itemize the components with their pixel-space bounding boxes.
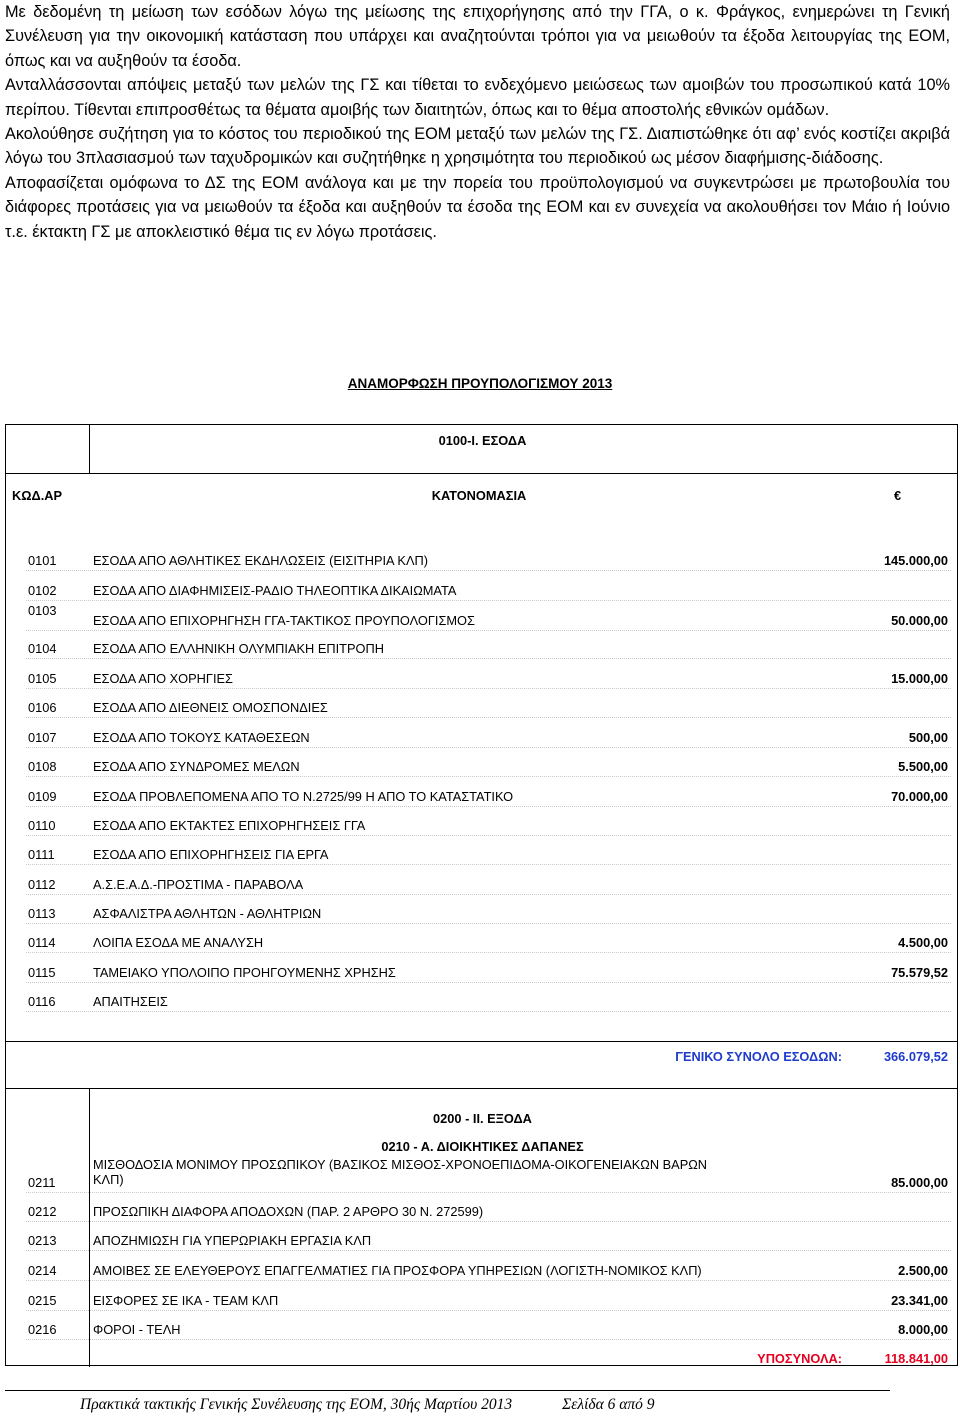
row-name: ΕΣΟΔΑ ΑΠΟ ΤΟΚΟΥΣ ΚΑΤΑΘΕΣΕΩΝ [93,730,310,745]
table-row [26,982,951,983]
row-name: ΛΟΙΠΑ ΕΣΟΔΑ ΜΕ ΑΝΑΛΥΣΗ [93,935,264,950]
budget-table [5,424,958,1366]
row-amount: 145.000,00 [883,553,948,568]
footer-page-number: Σελίδα 6 από 9 [562,1396,655,1413]
row-name: ΕΣΟΔΑ ΑΠΟ ΧΟΡΗΓΙΕΣ [93,671,233,686]
row-name: ΑΜΟΙΒΕΣ ΣΕ ΕΛΕΥΘΕΡΟΥΣ ΕΠΑΓΓΕΛΜΑΤΙΕΣ ΓΙΑ ΠΡΟΣΦΟΡΑ ΥΠΗΡΕΣΙΩΝ (ΛΟΓΙΣΤΗ-ΝΟΜΙΚΟΣ ΚΛΠ) [93,1263,702,1278]
table-row [26,747,951,748]
row-code: 0102 [28,583,57,598]
header-divider [6,473,957,474]
table-row [26,835,951,836]
table-row [26,776,951,777]
row-code: 0111 [28,847,55,862]
expenses-section-title: 0200 - ΙΙ. ΕΞΟΔΑ [433,1111,532,1126]
row-code: 0104 [28,641,57,656]
table-row [26,570,951,571]
table-row [26,923,951,924]
column-header-name: ΚΑΤΟΝΟΜΑΣΙΑ [431,488,527,503]
row-code: 0112 [28,877,56,892]
row-name-line1: ΜΙΣΘΟΔΟΣΙΑ ΜΟΝΙΜΟΥ ΠΡΟΣΩΠΙΚΟΥ (ΒΑΣΙΚΟΣ ΜΙΣΘΟΣ-ΧΡΟΝΟΕΠΙΔΟΜΑ-ΟΙΚΟΓΕΝΕΙΑΚΩΝ ΒΑΡΩΝ [93,1157,708,1172]
table-row [26,1280,951,1281]
column-header-code: ΚΩΔ.ΑΡ [12,488,63,503]
row-name: ΕΣΟΔΑ ΑΠΟ ΕΛΛΗΝΙΚΗ ΟΛΥΜΠΙΑΚΗ ΕΠΙΤΡΟΠΗ [93,641,384,656]
row-name: ΦΟΡΟΙ - ΤΕΛΗ [93,1322,181,1337]
row-amount: 85.000,00 [891,1175,948,1190]
column-header-currency: € [894,488,902,503]
row-code: 0110 [28,818,56,833]
row-code: 0115 [28,965,56,980]
row-name: ΕΣΟΔΑ ΠΡΟΒΛΕΠΟΜΕΝΑ ΑΠΟ ΤΟ Ν.2725/99 Η ΑΠΟ ΤΟ ΚΑΤΑΣΤΑΤΙΚΟ [93,789,514,804]
row-name: ΕΣΟΔΑ ΑΠΟ ΣΥΝΔΡΟΜΕΣ ΜΕΛΩΝ [93,759,300,774]
row-name: ΕΙΣΦΟΡΕΣ ΣΕ ΙΚΑ - ΤΕΑΜ ΚΛΠ [93,1293,279,1308]
footer-rule [5,1390,890,1391]
table-row [26,688,951,689]
row-code: 0106 [28,700,57,715]
expenses-subtotal-label: ΥΠΟΣΥΝΟΛΑ: [757,1351,842,1366]
page-footer [80,1396,655,1414]
table-row [26,864,951,865]
row-name: ΕΣΟΔΑ ΑΠΟ ΔΙΑΦΗΜΙΣΕΙΣ-ΡΑΔΙΟ ΤΗΛΕΟΠΤΙΚΑ ΔΙΚΑΙΩΜΑΤΑ [93,583,457,598]
table-row [26,658,951,659]
row-amount: 500,00 [908,730,948,745]
row-amount: 15.000,00 [891,671,948,686]
income-total-divider [6,1088,957,1089]
table-row [26,600,951,601]
row-name: ΕΣΟΔΑ ΑΠΟ ΔΙΕΘΝΕΙΣ ΟΜΟΣΠΟΝΔΙΕΣ [93,700,328,715]
row-amount: 5.500,00 [898,759,948,774]
table-row [26,952,951,953]
income-total-value: 366.079,52 [883,1049,948,1064]
table-row [26,717,951,718]
expenses-subtotal-value: 118.841,00 [884,1351,948,1366]
row-code: 0216 [28,1322,57,1337]
row-code: 0113 [28,906,56,921]
budget-title: ΑΝΑΜΟΡΦΩΣΗ ΠΡΟΥΠΟΛΟΓΙΣΜΟΥ 2013 [347,376,613,391]
row-code: 0212 [28,1204,57,1219]
paragraph-salary-discussion: Ανταλλάσσονται απόψεις μεταξύ των μελών της ΓΣ και τίθεται το ενδεχόμενο μειώσεως των αμοιβών του προσωπικού κατά 10% περίπου. Τίθενται επιπροσθέτως τα θέματα αμοιβής των διαιτητών, όπως και το θέμα αποστολής εθνικών ομάδων. [5,76,950,119]
expenses-subsection-title: 0210 - Α. ΔΙΟΙΚΗΤΙΚΕΣ ΔΑΠΑΝΕΣ [381,1139,584,1154]
row-name: ΠΡΟΣΩΠΙΚΗ ΔΙΑΦΟΡΑ ΑΠΟΔΟΧΩΝ (ΠΑΡ. 2 ΑΡΘΡΟ 30 Ν. 272599) [93,1204,484,1219]
row-code: 0105 [28,671,57,686]
row-amount: 75.579,52 [891,965,948,980]
row-code: 0116 [28,994,56,1009]
row-code: 0101 [28,553,57,568]
row-name-line2: ΚΛΠ) [93,1172,124,1187]
income-end-divider [6,1041,957,1042]
table-row [26,1339,951,1340]
row-code: 0213 [28,1233,57,1248]
row-code: 0211 [28,1175,56,1190]
row-name: Α.Σ.Ε.Α.Δ.-ΠΡΟΣΤΙΜΑ - ΠΑΡΑΒΟΛΑ [93,877,304,892]
row-amount: 23.341,00 [891,1293,948,1308]
row-amount: 2.500,00 [898,1263,948,1278]
row-code: 0114 [28,935,56,950]
row-name: ΕΣΟΔΑ ΑΠΟ ΑΘΛΗΤΙΚΕΣ ΕΚΔΗΛΩΣΕΙΣ (ΕΙΣΙΤΗΡΙΑ ΚΛΠ) [93,553,429,568]
footer-text: Πρακτικά τακτικής Γενικής Συνέλευσης της ΕΟΜ, 30ής Μαρτίου 2013 [80,1396,513,1413]
row-name: ΕΣΟΔΑ ΑΠΟ ΕΚΤΑΚΤΕΣ ΕΠΙΧΟΡΗΓΗΣΕΙΣ ΓΓΑ [93,818,366,833]
code-column-divider-expenses [89,1088,90,1367]
table-row [26,1011,951,1012]
row-name: ΑΠΟΖΗΜΙΩΣΗ ΓΙΑ ΥΠΕΡΩΡΙΑΚΗ ΕΡΓΑΣΙΑ ΚΛΠ [93,1233,372,1248]
table-row [26,1192,951,1193]
table-row [26,630,951,631]
paragraph-decision: Αποφασίζεται ομόφωνα το ΔΣ της ΕΟΜ ανάλογα και με την πορεία του προϋπολογισμού να συγκεντρώσει με πρωτοβουλία του διάφορες προτάσεις για να μειωθούν τα έξοδα και αυξηθούν τα έσοδα της ΕΟΜ και εν συνεχεία να ακολουθήσει τον Μάιο ή Ιούνιο τ.ε. έκτακτη ΓΣ με αποκλειστικό θέμα τις εν λόγω προτάσεις. [5,173,950,241]
row-code: 0109 [28,789,57,804]
table-row [26,806,951,807]
row-name: ΕΣΟΔΑ ΑΠΟ ΕΠΙΧΟΡΗΓΗΣΗ ΓΓΑ-ΤΑΚΤΙΚΟΣ ΠΡΟΥΠΟΛΟΓΙΣΜΟΣ [93,613,475,628]
table-row [26,1250,951,1251]
table-row [26,1310,951,1311]
row-name: ΑΠΑΙΤΗΣΕΙΣ [93,994,168,1009]
paragraph-magazine-cost: Ακολούθησε συζήτηση για το κόστος του περιοδικού της ΕΟΜ μεταξύ των μελών της ΓΣ. Διαπιστώθηκε ότι αφ’ ενός κοστίζει ακριβά λόγω του 3πλασιασμού των ταχυδρομικών και συζητήθηκε η χρησιμότητα του περιοδικού ως μέσον διαφήμισης-διάδοσης. [5,125,950,168]
income-total-label: ΓΕΝΙΚΟ ΣΥΝΟΛΟ ΕΣΟΔΩΝ: [675,1049,842,1064]
minutes-text [5,0,950,244]
income-section-title: 0100-Ι. ΕΣΟΔΑ [438,433,527,448]
row-code: 0214 [28,1263,57,1278]
row-code: 0108 [28,759,57,774]
row-amount: 70.000,00 [891,789,948,804]
table-row [26,894,951,895]
paragraph-income-reduction: Με δεδομένη τη μείωση των εσόδων λόγω της μείωσης της επιχορήγησης από την ΓΓΑ, ο κ. Φράγκος, ενημερώνει τη Γενική Συνέλευση για την οικονομική κατάσταση που υπάρχει και αναζητούνται τρόποι για να μειωθούν τα έξοδα λειτουργίας της ΕΟΜ, όπως και να αυξηθούν τα έσοδα. [5,3,950,70]
row-code: 0215 [28,1293,57,1308]
table-row [26,1221,951,1222]
row-code: 0107 [28,730,57,745]
row-amount: 50.000,00 [891,613,948,628]
row-amount: 8.000,00 [898,1322,948,1337]
row-name: ΑΣΦΑΛΙΣΤΡΑ ΑΘΛΗΤΩΝ - ΑΘΛΗΤΡΙΩΝ [93,906,322,921]
row-name: ΤΑΜΕΙΑΚΟ ΥΠΟΛΟΙΠΟ ΠΡΟΗΓΟΥΜΕΝΗΣ ΧΡΗΣΗΣ [93,965,396,980]
row-code: 0103 [28,603,57,618]
row-name: ΕΣΟΔΑ ΑΠΟ ΕΠΙΧΟΡΗΓΗΣΕΙΣ ΓΙΑ ΕΡΓΑ [93,847,329,862]
row-amount: 4.500,00 [898,935,948,950]
